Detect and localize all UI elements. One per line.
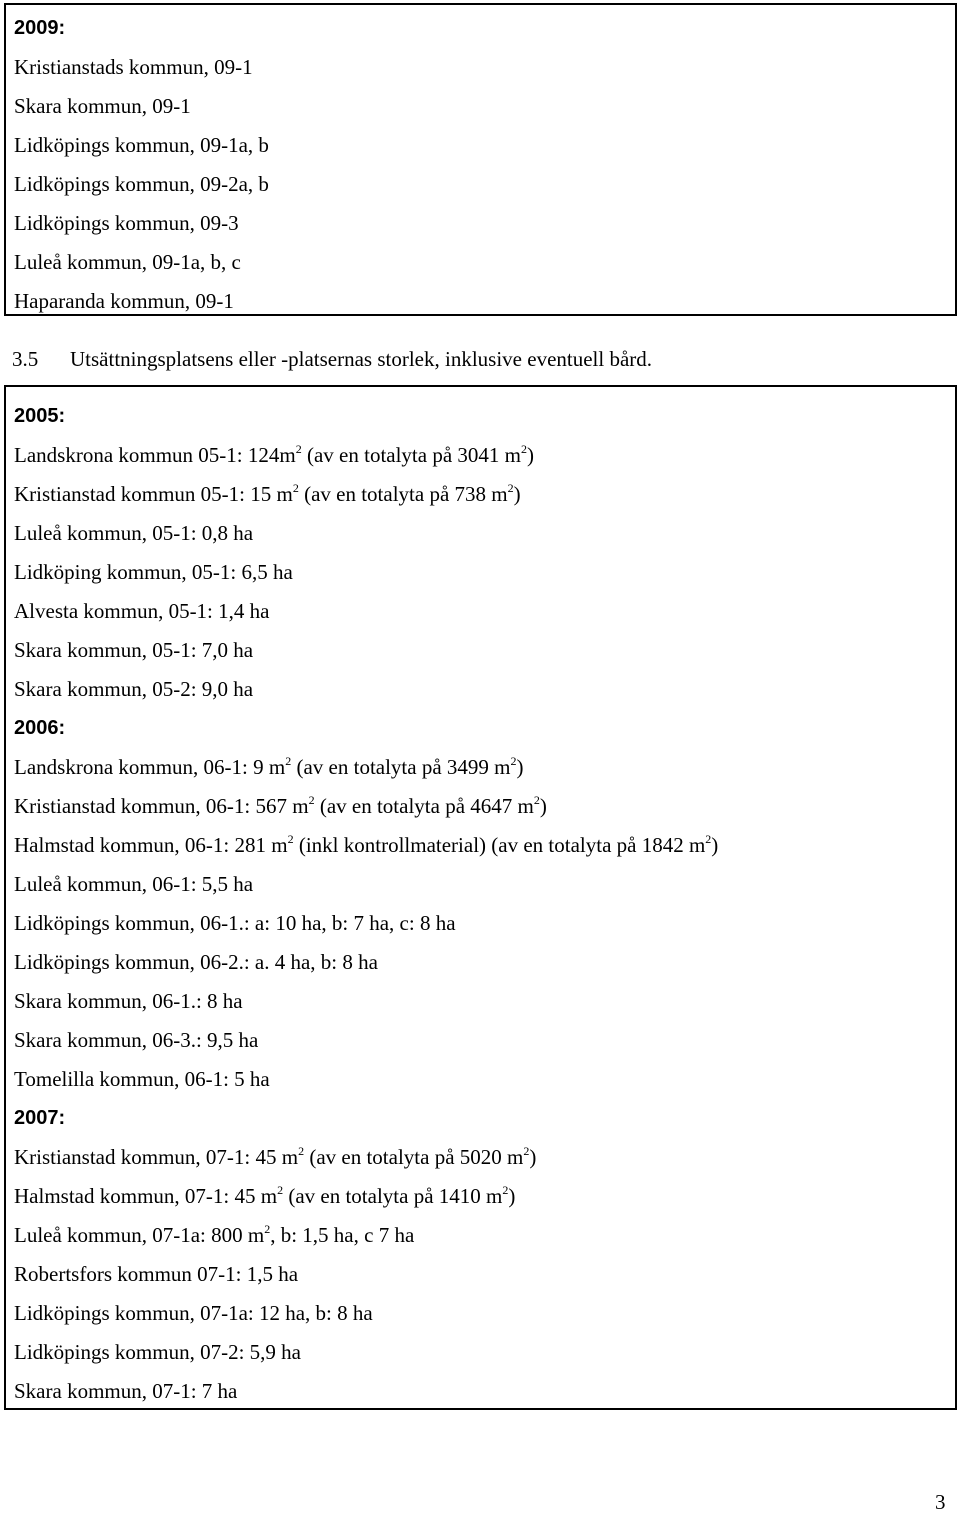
list-item: Skara kommun, 06-1.: 8 ha	[14, 989, 243, 1013]
list-item: Robertsfors kommun 07-1: 1,5 ha	[14, 1262, 299, 1286]
list-item: Landskrona kommun, 06-1: 9 $m^2$ (av en totalyta på 3499 $m^2$)	[14, 754, 524, 779]
section-title	[12, 344, 652, 374]
size-listing-box	[4, 385, 957, 1410]
year-heading: 2009:	[14, 17, 66, 39]
year-heading: 2006:	[14, 717, 66, 739]
list-item: Kristianstad kommun, 06-1: 567 $m^2$ (av en totalyta på 4647 $m^2$)	[14, 793, 547, 818]
list-item: Landskrona kommun 05-1: $124m^2$ (av en totalyta på 3041 $m^2$)	[14, 442, 534, 467]
list-item: Skara kommun, 09-1	[14, 94, 191, 118]
list-item: Lidköpings kommun, 06-1.: a: 10 ha, b: 7 ha, c: 8 ha	[14, 911, 456, 935]
list-item: Skara kommun, 06-3.: 9,5 ha	[14, 1028, 259, 1052]
list-item: Lidköpings kommun, 09-2a, b	[14, 172, 269, 196]
year-heading: 2005:	[14, 405, 66, 427]
list-item: Luleå kommun, 07-1a: 800 $m^2$, b: 1,5 ha, c 7 ha	[14, 1222, 415, 1247]
list-item: Lidköping kommun, 05-1: 6,5 ha	[14, 560, 293, 584]
list-item: Lidköpings kommun, 09-3	[14, 211, 239, 235]
list-item: Tomelilla kommun, 06-1: 5 ha	[14, 1067, 270, 1091]
section-number: 3.5	[12, 347, 39, 371]
list-item: Luleå kommun, 05-1: 0,8 ha	[14, 521, 254, 545]
list-item: Haparanda kommun, 09-1	[14, 289, 234, 313]
list-item: Lidköpings kommun, 07-1a: 12 ha, b: 8 ha	[14, 1301, 373, 1325]
list-item: Kristianstad kommun 05-1: 15 $m^2$ (av en totalyta på 738 $m^2$)	[14, 481, 521, 506]
list-item: Lidköpings kommun, 06-2.: a. 4 ha, b: 8 ha	[14, 950, 378, 974]
page-number: 3	[935, 1490, 946, 1514]
section-title-text: Utsättningsplatsens eller -platsernas storlek, inklusive eventuell bård.	[70, 347, 653, 371]
list-item: Skara kommun, 05-1: 7,0 ha	[14, 638, 254, 662]
list-item: Lidköpings kommun, 07-2: 5,9 ha	[14, 1340, 301, 1364]
list-item: Kristianstads kommun, 09-1	[14, 55, 253, 79]
list-item: Alvesta kommun, 05-1: 1,4 ha	[14, 599, 270, 623]
list-item: Halmstad kommun, 07-1: 45 $m^2$ (av en totalyta på 1410 $m^2$)	[14, 1183, 516, 1208]
list-item: Kristianstad kommun, 07-1: 45 $m^2$ (av en totalyta på 5020 $m^2$)	[14, 1144, 537, 1169]
list-item: Luleå kommun, 09-1a, b, c	[14, 250, 241, 274]
list-item: Lidköpings kommun, 09-1a, b	[14, 133, 269, 157]
list-item: Skara kommun, 05-2: 9,0 ha	[14, 677, 254, 701]
list-item: Halmstad kommun, 06-1: 281 $m^2$ (inkl kontrollmaterial) (av en totalyta på 1842 $m^2$)	[14, 832, 719, 857]
list-item: Luleå kommun, 06-1: 5,5 ha	[14, 872, 254, 896]
list-item: Skara kommun, 07-1: 7 ha	[14, 1379, 238, 1403]
year-2009-box	[4, 3, 957, 316]
year-heading: 2007:	[14, 1107, 66, 1129]
